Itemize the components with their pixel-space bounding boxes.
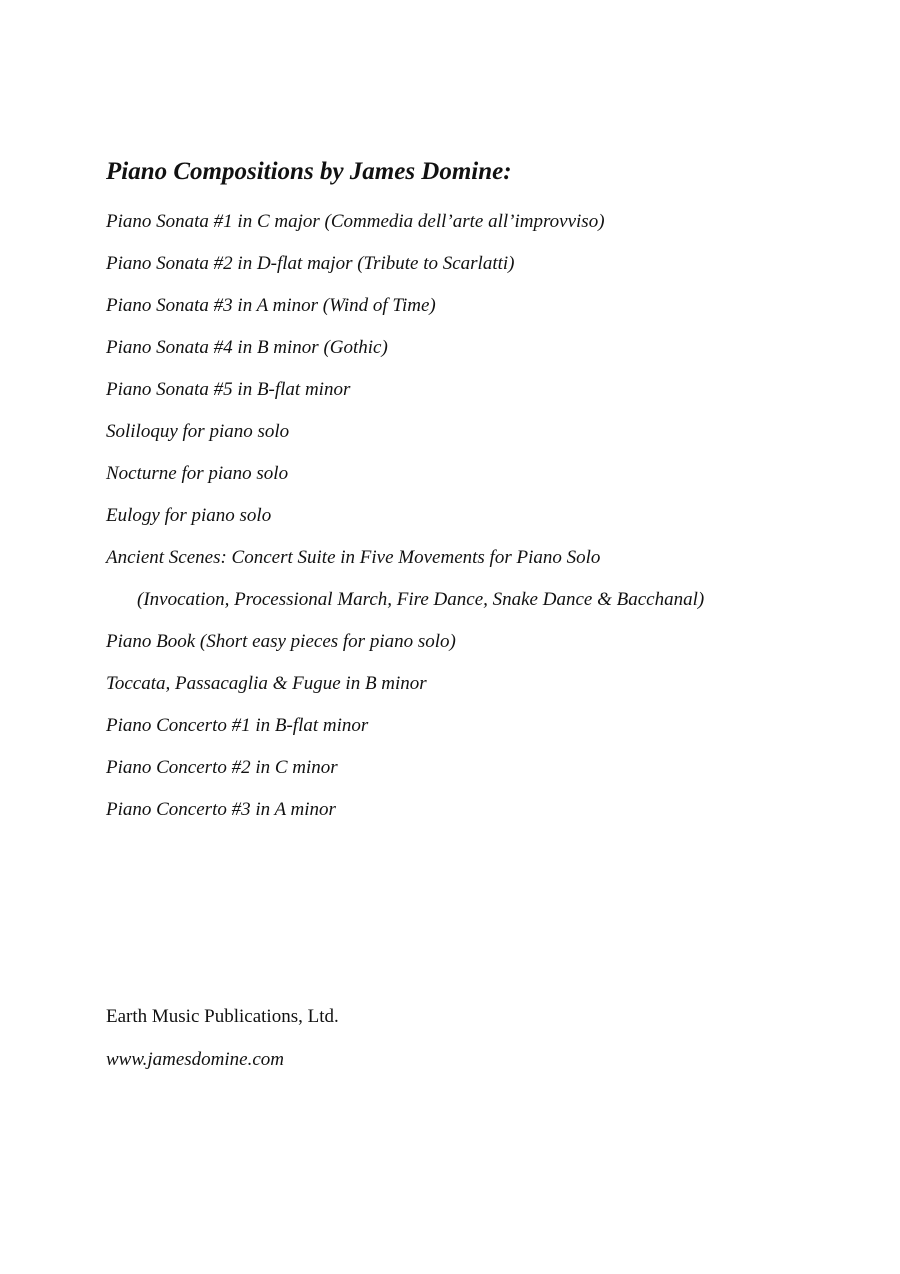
composition-item: Piano Concerto #1 in B-flat minor [106, 715, 369, 736]
composition-item: Piano Concerto #2 in C minor [106, 757, 338, 778]
composition-item: Piano Sonata #4 in B minor (Gothic) [106, 337, 388, 358]
page-title: Piano Compositions by James Domine: [106, 158, 512, 185]
website-url: www.jamesdomine.com [106, 1049, 285, 1070]
composition-item: Piano Sonata #5 in B-flat minor [106, 379, 351, 400]
publisher-name: Earth Music Publications, Ltd. [106, 1006, 339, 1027]
composition-movements: (Invocation, Processional March, Fire Dance, Snake Dance & Bacchanal) [137, 589, 705, 610]
composition-item: Piano Sonata #1 in C major (Commedia dell’arte all’improvviso) [106, 211, 605, 232]
composition-item: Piano Sonata #3 in A minor (Wind of Time) [106, 295, 436, 316]
composition-item: Toccata, Passacaglia & Fugue in B minor [106, 673, 427, 694]
compositions-list [106, 205, 704, 835]
composition-item: Piano Book (Short easy pieces for piano solo) [106, 631, 456, 652]
composition-item: Nocturne for piano solo [106, 463, 289, 484]
composition-item: Ancient Scenes: Concert Suite in Five Movements for Piano Solo [106, 547, 601, 568]
composition-item: Piano Concerto #3 in A minor [106, 799, 336, 820]
composition-item: Eulogy for piano solo [106, 505, 272, 526]
composition-item: Soliloquy for piano solo [106, 421, 290, 442]
composition-item: Piano Sonata #2 in D-flat major (Tribute to Scarlatti) [106, 253, 515, 274]
